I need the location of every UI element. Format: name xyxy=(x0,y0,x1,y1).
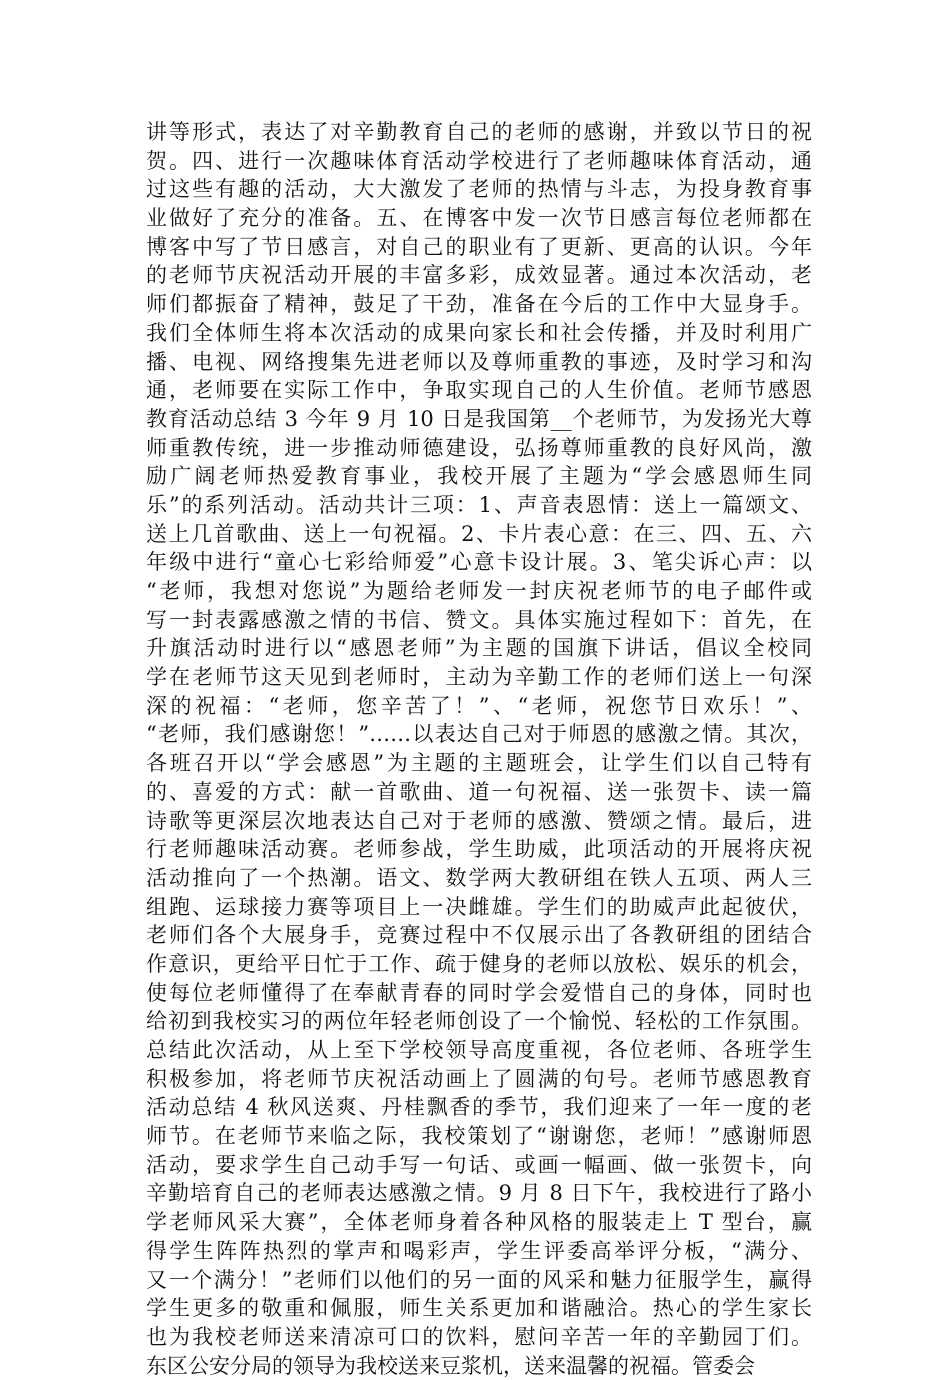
text-line: 通，老师要在实际工作中，争取实现自己的人生价值。老师节感恩 xyxy=(146,378,812,403)
text-line: 也为我校老师送来清凉可口的饮料，慰问辛苦一年的辛勤园丁们。 xyxy=(146,1324,812,1349)
text-line: 总结此次活动，从上至下学校领导高度重视，各位老师、各班学生 xyxy=(146,1038,812,1062)
text-line: 我们全体师生将本次活动的成果向家长和社会传播，并及时利用广 xyxy=(146,320,812,345)
text-line: 辛勤培育自己的老师表达感激之情。9 月 8 日下午，我校进行了路小 xyxy=(146,1181,812,1206)
text-line: 活动，要求学生自己动手写一句话、或画一幅画、做一张贺卡，向 xyxy=(146,1152,812,1177)
text-line: 各班召开以“学会感恩”为主题的主题班会，让学生们以自己特有 xyxy=(146,751,812,776)
text-line: 学老师风采大赛”，全体老师身着各种风格的服装走上 T 型台，赢 xyxy=(146,1210,812,1235)
text-line: “老师，我们感谢您！”……以表达自己对于师恩的感激之情。其次， xyxy=(146,722,812,747)
text-line: 送上几首歌曲、送上一句祝福。2、卡片表心意：在三、四、五、六 xyxy=(146,521,812,546)
text-line: 使每位老师懂得了在奉献青春的同时学会爱惜自己的身体，同时也 xyxy=(146,980,812,1005)
text-line: 学生更多的敬重和佩服，师生关系更加和谐融洽。热心的学生家长 xyxy=(146,1296,812,1321)
text-line: 写一封表露感激之情的书信、赞文。具体实施过程如下：首先，在 xyxy=(146,607,812,632)
text-line: 师们都振奋了精神，鼓足了干劲，准备在今后的工作中大显身手。 xyxy=(146,292,812,317)
text-line: 师重教传统，进一步推动师德建设，弘扬尊师重教的良好风尚，激 xyxy=(146,435,812,460)
text-line: 业做好了充分的准备。五、在博客中发一次节日感言每位老师都在 xyxy=(146,206,812,231)
text-line: 的、喜爱的方式：献一首歌曲、道一句祝福、送一张贺卡、读一篇 xyxy=(146,779,812,804)
text-line: 乐”的系列活动。活动共计三项：1、声音表恩情：送上一篇颂文、 xyxy=(146,492,812,517)
text-line: 播、电视、网络搜集先进老师以及尊师重教的事迹，及时学习和沟 xyxy=(146,349,812,374)
text-line: 师节。在老师节来临之际，我校策划了“谢谢您，老师！”感谢师恩 xyxy=(146,1124,812,1149)
text-line: 老师们各个大展身手，竞赛过程中不仅展示出了各教研组的团结合 xyxy=(146,923,812,948)
text-line: 行老师趣味活动赛。老师参战，学生助威，此项活动的开展将庆祝 xyxy=(146,837,812,862)
text-line: 积极参加，将老师节庆祝活动画上了圆满的句号。老师节感恩教育 xyxy=(146,1066,812,1091)
text-line: 得学生阵阵热烈的掌声和喝彩声，学生评委高举评分板，“满分、 xyxy=(146,1238,812,1263)
text-line: 过这些有趣的活动，大大激发了老师的热情与斗志，为投身教育事 xyxy=(146,177,812,202)
text-line: 诗歌等更深层次地表达自己对于老师的感激、赞颂之情。最后，进 xyxy=(146,808,812,833)
text-line: “老师，我想对您说”为题给老师发一封庆祝老师节的电子邮件或 xyxy=(146,579,812,603)
text-line: 博客中写了节日感言，对自己的职业有了更新、更高的认识。今年 xyxy=(146,234,812,259)
text-line: 贺。四、进行一次趣味体育活动学校进行了老师趣味体育活动，通 xyxy=(146,148,812,173)
text-line: 东区公安分局的领导为我校送来豆浆机，送来温馨的祝福。管委会 xyxy=(146,1353,755,1378)
text-line: 学在老师节这天见到老师时，主动为辛勤工作的老师们送上一句深 xyxy=(146,665,812,690)
document-body-text xyxy=(146,118,812,1380)
text-line: 活动推向了一个热潮。语文、数学两大教研组在铁人五项、两人三 xyxy=(146,865,812,890)
text-line: 给初到我校实习的两位年轻老师创设了一个愉悦、轻松的工作氛围。 xyxy=(146,1009,812,1034)
text-line: 活动总结 4 秋风送爽、丹桂飘香的季节，我们迎来了一年一度的老 xyxy=(146,1095,812,1120)
text-line: 励广阔老师热爱教育事业，我校开展了主题为“学会感恩师生同 xyxy=(146,464,812,489)
text-line: 讲等形式，表达了对辛勤教育自己的老师的感谢，并致以节日的祝 xyxy=(146,120,812,144)
text-line: 教育活动总结 3 今年 9 月 10 日是我国第__个老师节，为发扬光大尊 xyxy=(146,406,812,431)
text-line: 又一个满分！”老师们以他们的另一面的风采和魅力征服学生，赢得 xyxy=(146,1267,812,1292)
text-line: 组跑、运球接力赛等项目上一决雌雄。学生们的助威声此起彼伏， xyxy=(146,894,812,919)
text-line: 的老师节庆祝活动开展的丰富多彩，成效显著。通过本次活动，老 xyxy=(146,263,812,288)
text-line: 升旗活动时进行以“感恩老师”为主题的国旗下讲话，倡议全校同 xyxy=(146,636,812,661)
text-line: 作意识，更给平日忙于工作、疏于健身的老师以放松、娱乐的机会， xyxy=(146,951,812,976)
text-line: 年级中进行“童心七彩给师爱”心意卡设计展。3、笔尖诉心声：以 xyxy=(146,550,812,575)
text-line: 深的祝福：“老师，您辛苦了！”、“老师，祝您节日欢乐！”、 xyxy=(146,693,812,718)
